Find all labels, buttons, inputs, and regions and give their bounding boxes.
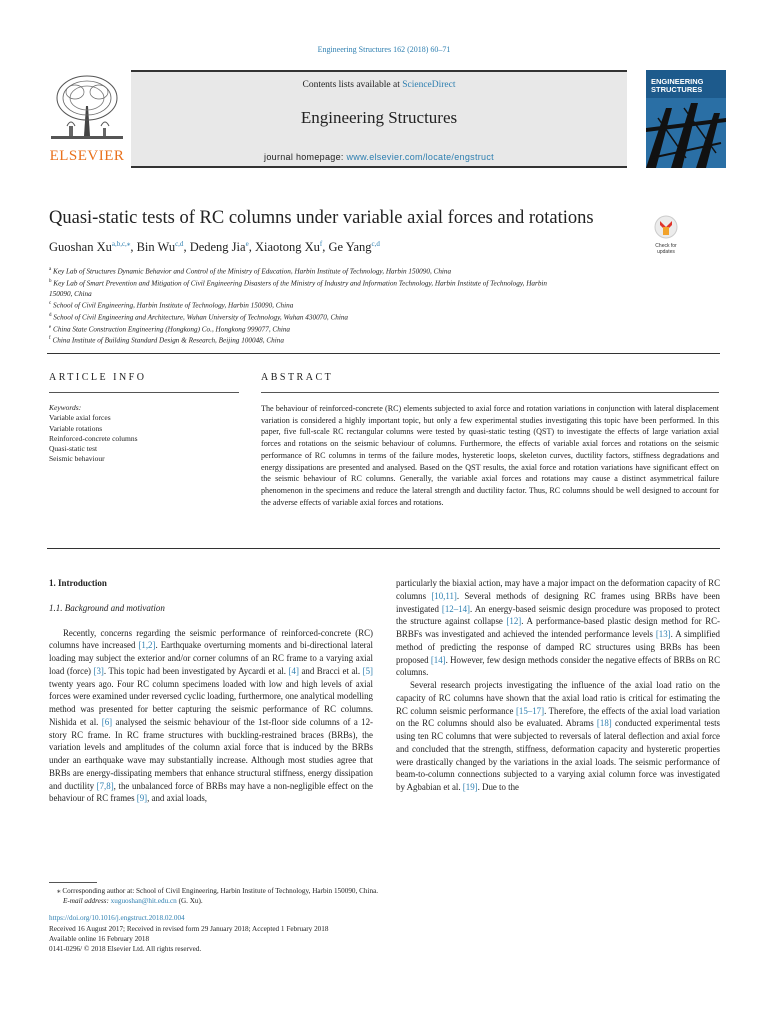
author[interactable] bbox=[328, 240, 379, 254]
affiliation bbox=[49, 299, 649, 311]
paragraph-text: twenty years ago. Four RC column specimens loaded with low and high levels of axial forces were examined under reversed cyclic loading, furthermore, one analytical modelling method was presented for better capturing the seismic performance of RC columns. Nishida et al. bbox=[49, 678, 373, 727]
left-column bbox=[49, 577, 373, 805]
citation-link[interactable]: [14] bbox=[430, 654, 446, 665]
affiliation-text: School of Civil Engineering, Harbin Institute of Technology, Harbin 150090, China bbox=[53, 301, 294, 310]
footnote-rule bbox=[49, 882, 97, 883]
citation-link[interactable]: [1,2] bbox=[138, 640, 156, 651]
paragraph-text: . An energy-based seismic design procedure was proposed to protect the structure against collapse bbox=[396, 603, 721, 627]
copyright: 0141-0296/ © 2018 Elsevier Ltd. All rights reserved. bbox=[49, 945, 202, 954]
tree-icon bbox=[47, 70, 127, 148]
author-name[interactable]: Xiaotong Xu bbox=[254, 240, 320, 255]
footnotes bbox=[49, 886, 729, 954]
paragraph-text: . Due to the bbox=[477, 782, 520, 792]
affiliation bbox=[49, 265, 649, 277]
author[interactable] bbox=[190, 240, 249, 254]
publisher-name: ELSEVIER bbox=[49, 148, 125, 164]
author-name[interactable]: Dedeng Jia bbox=[189, 240, 246, 255]
email-link[interactable]: xuguoshan@hit.edu.cn bbox=[110, 897, 177, 906]
abstract-heading: ABSTRACT bbox=[261, 372, 334, 383]
sciencedirect-link[interactable]: ScienceDirect bbox=[402, 80, 456, 90]
paragraph-text: . However, few design methods consider the negative effects of BRBs on RC columns. bbox=[396, 654, 720, 678]
author-affiliation-mark[interactable]: a,b,c, bbox=[111, 240, 127, 248]
author-name[interactable]: Guoshan Xu bbox=[49, 240, 112, 255]
paragraph-text: particularly the biaxial action, may have a major impact on the deformation capacity of RC columns bbox=[396, 578, 720, 601]
contents-prefix: Contents lists available at bbox=[302, 80, 403, 90]
email-label: E-mail address: bbox=[63, 897, 111, 906]
citation-link[interactable]: [7,8] bbox=[96, 780, 114, 791]
affiliation-mark: d bbox=[49, 312, 52, 318]
corresponding-mark[interactable]: ⁎ bbox=[126, 240, 131, 248]
keyword: Variable axial forces bbox=[49, 413, 111, 423]
paragraph bbox=[396, 577, 720, 679]
contents-line bbox=[131, 80, 627, 90]
header-band bbox=[131, 70, 627, 168]
author-affiliation-mark[interactable]: c,d bbox=[371, 240, 380, 248]
paragraph-text: . This topic had been investigated by Aycardi et al. bbox=[103, 665, 289, 676]
footnote-mark: ⁎ bbox=[57, 887, 61, 895]
divider bbox=[261, 392, 719, 393]
author-name[interactable]: Bin Wu bbox=[136, 240, 176, 255]
citation-link[interactable]: [4] bbox=[288, 665, 299, 676]
affiliation-text: China State Construction Engineering (Hongkong) Co., Hongkong 999077, China bbox=[53, 324, 291, 333]
author-affiliation-mark[interactable]: c,d bbox=[175, 240, 184, 248]
paragraph-text: . Earthquake overturning moments and bi-directional lateral loading may subject the exterior and/or corner columns of an RC frame to a varying axial load (force) bbox=[49, 640, 373, 676]
paragraph-text: Several research projects investigating the influence of the axial load ratio on the capacity of RC columns have shown that the axial load ratio is critical for estimating the RC column seismic performance bbox=[396, 680, 720, 716]
corresponding-footnote bbox=[49, 886, 729, 896]
citation-link[interactable]: [18] bbox=[596, 718, 612, 729]
citation-link[interactable]: [19] bbox=[462, 782, 478, 792]
author[interactable] bbox=[137, 240, 184, 254]
cover-title bbox=[651, 78, 704, 94]
author-affiliation-mark[interactable]: f bbox=[319, 240, 323, 248]
keyword: Reinforced-concrete columns bbox=[49, 433, 138, 443]
journal-header bbox=[47, 70, 727, 168]
homepage-prefix: journal homepage: bbox=[264, 152, 347, 162]
cover-title-line2: STRUCTURES bbox=[651, 85, 703, 94]
paragraph-text: . Several methods of designing RC frames using BRBs have been investigated bbox=[396, 590, 720, 614]
affiliation-text: School of Civil Engineering and Architecture, Wuhan University of Technology, Wuhan 430070, China bbox=[53, 313, 349, 322]
crossmark-line2: updates bbox=[657, 248, 675, 255]
received-dates: Received 16 August 2017; Received in revised form 29 January 2018; Accepted 1 February 2018 bbox=[49, 924, 329, 933]
doi-link[interactable]: https://doi.org/10.1016/j.engstruct.2018.02.004 bbox=[49, 914, 185, 923]
paragraph-text: conducted experimental tests using ten RC columns that were subjected to reversals of lateral deflection and axial force and concluded that the strength, stiffness, deformation capacity and hysteretic properties were drastically changed by the variations in the axial loads. The seismic performance of beam-to-column connections subjected to a varying axial column force was investigated by Agbabian et al. bbox=[396, 718, 720, 792]
author[interactable] bbox=[255, 240, 322, 254]
subsection-heading: 1.1. Background and motivation bbox=[49, 602, 165, 613]
citation-link[interactable]: [12–14] bbox=[441, 603, 471, 614]
article-title: Quasi-static tests of RC columns under variable axial forces and rotations bbox=[49, 208, 594, 228]
citation-link[interactable]: [15–17] bbox=[515, 705, 545, 716]
keyword: Seismic behaviour bbox=[49, 454, 105, 464]
citation-link[interactable]: [9] bbox=[136, 793, 148, 804]
affiliation-mark: c bbox=[49, 301, 52, 306]
author-affiliation-mark[interactable]: e bbox=[245, 240, 249, 248]
divider bbox=[47, 353, 720, 354]
crossmark-line1: Check for bbox=[655, 243, 677, 249]
divider bbox=[49, 392, 239, 393]
affiliation-text: 150090, China bbox=[49, 289, 92, 298]
corresponding-text: Corresponding author at: School of Civil Engineering, Harbin Institute of Technology, Harbin 150090, China. bbox=[60, 887, 379, 895]
paragraph-text: , and axial loads, bbox=[147, 793, 207, 804]
affiliation bbox=[49, 289, 649, 299]
crossmark-icon bbox=[648, 215, 684, 239]
paragraph bbox=[396, 679, 720, 794]
journal-reference[interactable]: Engineering Structures 162 (2018) 60–71 bbox=[317, 45, 451, 54]
paragraph bbox=[49, 627, 373, 806]
affiliation-mark: b bbox=[49, 278, 52, 284]
paragraph-text: and Bracci et al. bbox=[298, 665, 363, 676]
elsevier-logo[interactable] bbox=[47, 70, 127, 168]
citation-link[interactable]: [3] bbox=[93, 665, 104, 676]
keyword: Variable rotations bbox=[49, 423, 103, 433]
journal-title[interactable]: Engineering Structures bbox=[300, 108, 458, 127]
affiliation bbox=[49, 311, 649, 323]
divider bbox=[47, 548, 720, 549]
paragraph-text: . Therefore, the effects of the axial load variation on the RC columns should also be evaluated. Abrams bbox=[396, 705, 720, 729]
author-list: Guoshan $Xu^{a,b,c,⁎}$, Bin Wu$^{c,d}$, Dedeng Jia$^e$, Xiaotong Xu$^f$, Ge Yang$^{c,d}$ bbox=[49, 240, 380, 255]
citation-link[interactable]: [10,11] bbox=[431, 590, 457, 601]
homepage-link[interactable]: www.elsevier.com/locate/engstruct bbox=[346, 152, 494, 162]
citation-link[interactable]: [12] bbox=[506, 616, 522, 627]
article-info-heading: ARTICLE INFO bbox=[49, 372, 147, 383]
affiliation-mark: a bbox=[49, 267, 52, 272]
paragraph-text: . A performance-based plastic design method for RC-BRBFs was investigated and achieved the intended performance levels bbox=[396, 616, 721, 639]
affiliation-mark: e bbox=[49, 324, 52, 330]
paragraph-text: . A simplified method of predicting the response of damped RC structures using BRBs has been proposed bbox=[396, 629, 720, 665]
affiliations bbox=[49, 265, 649, 346]
email-footnote bbox=[49, 896, 729, 906]
paragraph-text: , the unbalanced force of BRBs may have a non-negligible effect on the behaviour of RC frames bbox=[49, 780, 373, 804]
affiliation bbox=[49, 334, 649, 346]
affiliation-text: China Institute of Building Standard Design & Research, Beijing 100048, China bbox=[52, 336, 284, 345]
author-name[interactable]: Ge Yang bbox=[328, 240, 372, 255]
affiliation-text: Key Lab of Smart Prevention and Mitigation of Civil Engineering Disasters of the Ministry of Industry and Information Technology, Harbin Institute of Technology, Harbin bbox=[53, 279, 548, 288]
check-for-updates-badge[interactable] bbox=[648, 215, 684, 255]
citation-link[interactable]: [6] bbox=[101, 716, 113, 727]
bridge-image bbox=[646, 98, 726, 168]
affiliation bbox=[49, 277, 649, 289]
affiliation-text: Key Lab of Structures Dynamic Behavior and Control of the Ministry of Education, Harbin Institute of Technology, Harbin 150090, China bbox=[53, 267, 452, 276]
right-column bbox=[396, 577, 720, 794]
cover-title-line1: ENGINEERING bbox=[651, 77, 704, 86]
keywords bbox=[49, 403, 138, 465]
author[interactable] bbox=[49, 240, 130, 254]
paragraph-text: Recently, concerns regarding the seismic performance of reinforced-concrete (RC) columns have increased bbox=[49, 627, 373, 651]
citation-link[interactable]: [13] bbox=[655, 629, 671, 639]
citation-link[interactable]: [5] bbox=[362, 665, 373, 676]
homepage-line bbox=[131, 152, 627, 162]
section-heading: 1. Introduction bbox=[49, 578, 107, 588]
keywords-label: Keywords: bbox=[49, 403, 82, 412]
abstract-text: The behaviour of reinforced-concrete (RC) elements subjected to axial force and rotation variations in conjunction with lateral displacement variation is considered a highly important topic, but only a few experimental studies investigating this topic have been performed. In this paper, five full-scale RC rectangular columns were tested by quasi-static testing (QST) to investigate the effects of large variation axial forces and rotations on the seismic behaviour of columns. Furthermore, the effects of variable axial forces and rotations on the seismic performance of RC columns in terms of the failure modes, hysteretic loops, skeleton curves, ductility factors, stiffness degradations and energy dissipations are presented and analysed. Based on the QST results, the axial force and rotation variations have significant effect on the seismic behaviour of RC columns. Generally, the variable axial forces and rotations may cause a distinct asymmetrical failure phenomenon in the specimens and reduce the lateral strength and ductility factor. Thus, RC columns should be well designed to account for the adverse effects of variable axial forces and rotations. bbox=[261, 404, 719, 507]
paragraph-text: analysed the seismic behaviour of the 1st-floor side columns of a 12-story RC frame. In RC frame structures with buckling-restrained braces (BRBs), the variation levels and amplitudes of the column axial force that is induced by the BRBs under an earthquake wave may substantially increase. Although most studies agree that BRBs are energy-dissipating members that enhance structural stiffness, energy dissipation and ductility bbox=[49, 716, 373, 791]
keyword: Quasi-static test bbox=[49, 444, 98, 454]
affiliation-mark: f bbox=[49, 336, 51, 342]
journal-cover[interactable] bbox=[646, 70, 726, 168]
online-date: Available online 16 February 2018 bbox=[49, 934, 150, 943]
affiliation bbox=[49, 323, 649, 335]
email-suffix: (G. Xu). bbox=[176, 897, 203, 906]
